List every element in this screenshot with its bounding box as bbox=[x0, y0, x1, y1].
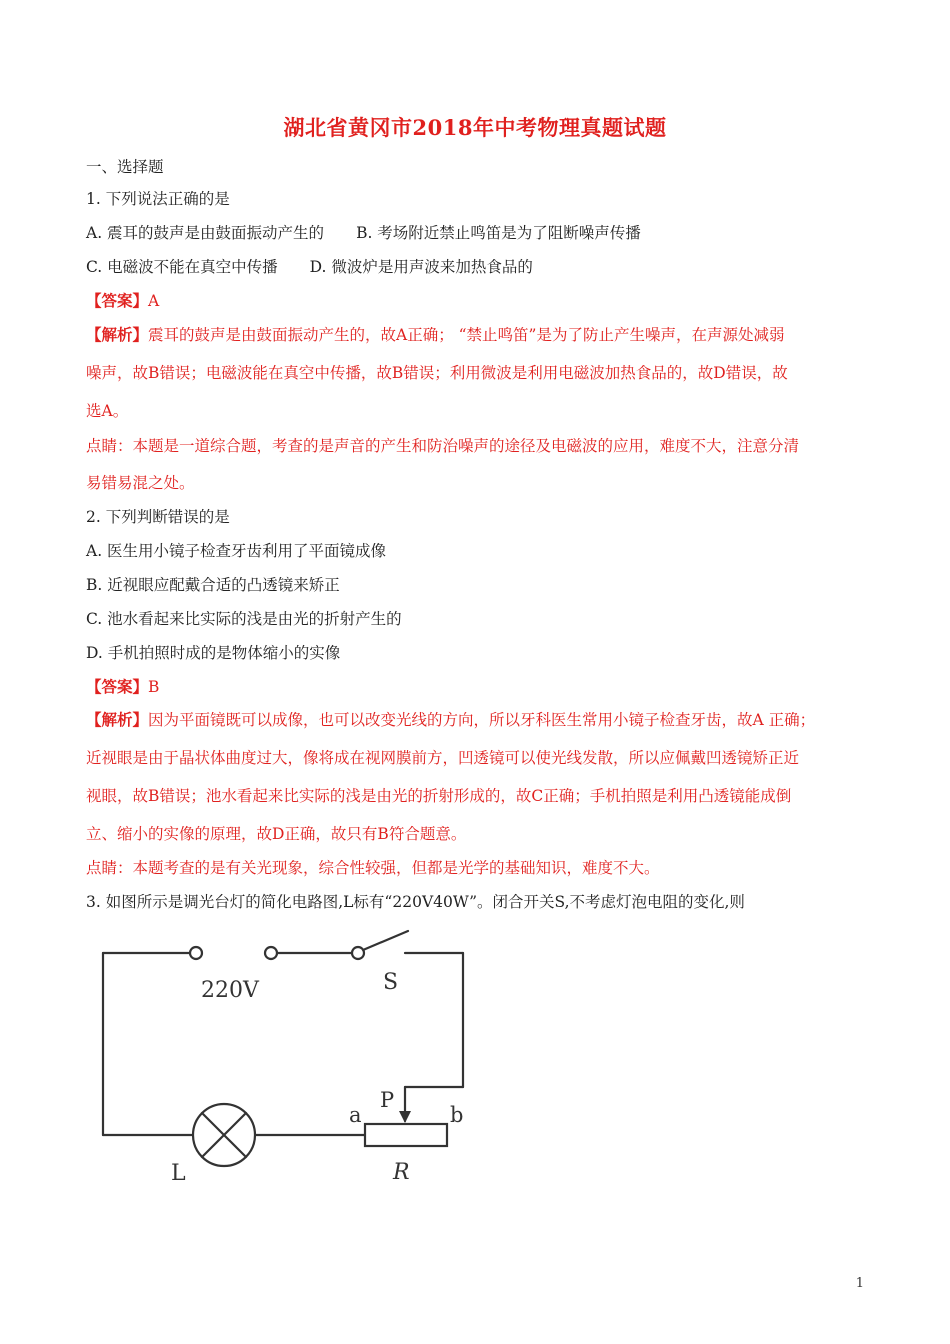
label-slider-p: P bbox=[380, 1088, 395, 1112]
page-number: 1 bbox=[855, 1276, 864, 1291]
q1-analysis-line-2: 噪声，故B错误；电磁波能在真空中传播，故B错误；利用微波是利用电磁波加热食品的，故D错误，故 bbox=[86, 364, 788, 382]
q2-analysis-line-1 bbox=[86, 708, 815, 730]
resistor-symbol bbox=[365, 1124, 447, 1146]
q2-option-a: A. 医生用小镜子检查牙齿利用了平面镜成像 bbox=[86, 542, 387, 560]
q1-option-c: C. 电磁波不能在真空中传播 bbox=[86, 258, 278, 276]
q2-option-b: B. 近视眼应配戴合适的凸透镜来矫正 bbox=[86, 576, 340, 594]
q1-option-a: A. 震耳的鼓声是由鼓面振动产生的 bbox=[86, 224, 325, 242]
terminal-2 bbox=[265, 947, 277, 959]
q1-option-b: B. 考场附近禁止鸣笛是为了阻断噪声传播 bbox=[356, 224, 641, 242]
q1-answer-value: A bbox=[148, 292, 160, 310]
page-title: 湖北省黄冈市2018年中考物理真题试题 bbox=[283, 115, 667, 140]
q2-option-c: C. 池水看起来比实际的浅是由光的折射产生的 bbox=[86, 610, 402, 628]
q1-option-d: D. 微波炉是用声波来加热食品的 bbox=[309, 258, 533, 276]
q2-answer-label: 【答案】 bbox=[86, 677, 149, 696]
label-lamp-l: L bbox=[171, 1161, 186, 1186]
q2-analysis-label: 【解析】 bbox=[86, 710, 149, 729]
section-heading: 一、选择题 bbox=[86, 158, 164, 176]
label-end-a: a bbox=[349, 1103, 362, 1127]
label-resistor-r: R bbox=[393, 1160, 410, 1185]
q1-analysis-text-1: 震耳的鼓声是由鼓面振动产生的，故A正确； “禁止鸣笛”是为了防止产生噪声，在声源处减弱 bbox=[148, 326, 785, 344]
q2-stem: 2. 下列判断错误的是 bbox=[86, 508, 230, 526]
q2-answer bbox=[86, 675, 159, 697]
switch-blade bbox=[363, 931, 408, 950]
q1-analysis-line-3: 选A。 bbox=[86, 402, 129, 420]
q2-answer-value: B bbox=[148, 678, 160, 696]
q1-analysis-line-1 bbox=[86, 323, 785, 345]
slider-arrow-head bbox=[399, 1111, 411, 1123]
q2-option-d: D. 手机拍照时成的是物体缩小的实像 bbox=[86, 644, 341, 662]
label-220v: 220V bbox=[201, 978, 259, 1003]
label-switch-s: S bbox=[383, 970, 399, 995]
circuit-diagram bbox=[95, 925, 475, 1190]
q2-note-line-1: 点睛：本题考查的是有关光现象，综合性较强，但都是光学的基础知识，难度不大。 bbox=[86, 859, 660, 877]
q3-stem: 3. 如图所示是调光台灯的简化电路图,L标有“220V40W”。闭合开关S,不考虑灯泡电阻的变化,则 bbox=[86, 893, 745, 911]
terminal-1 bbox=[190, 947, 202, 959]
q2-analysis-text-1: 因为平面镜既可以成像，也可以改变光线的方向，所以牙科医生常用小镜子检查牙齿，故A 正确； bbox=[148, 711, 816, 729]
q2-analysis-line-2: 近视眼是由于晶状体曲度过大，像将成在视网膜前方，凹透镜可以使光线发散，所以应佩戴凹透镜矫正近 bbox=[86, 749, 800, 767]
q1-note-line-2: 易错易混之处。 bbox=[86, 474, 195, 492]
q1-answer bbox=[86, 289, 159, 311]
switch-pivot bbox=[352, 947, 364, 959]
q1-options-cd bbox=[86, 255, 533, 277]
label-end-b: b bbox=[450, 1103, 464, 1127]
q1-note-line-1: 点睛：本题是一道综合题，考查的是声音的产生和防治噪声的途径及电磁波的应用，难度不大，注意分清 bbox=[86, 437, 800, 455]
q1-stem: 1. 下列说法正确的是 bbox=[86, 190, 230, 208]
q1-options-ab bbox=[86, 221, 641, 243]
q2-analysis-line-4: 立、缩小的实像的原理，故D正确，故只有B符合题意。 bbox=[86, 825, 467, 843]
q1-answer-label: 【答案】 bbox=[86, 291, 149, 310]
q2-analysis-line-3: 视眼，故B错误；池水看起来比实际的浅是由光的折射形成的，故C正确；手机拍照是利用凸透镜能成倒 bbox=[86, 787, 792, 805]
q1-analysis-label: 【解析】 bbox=[86, 325, 149, 344]
